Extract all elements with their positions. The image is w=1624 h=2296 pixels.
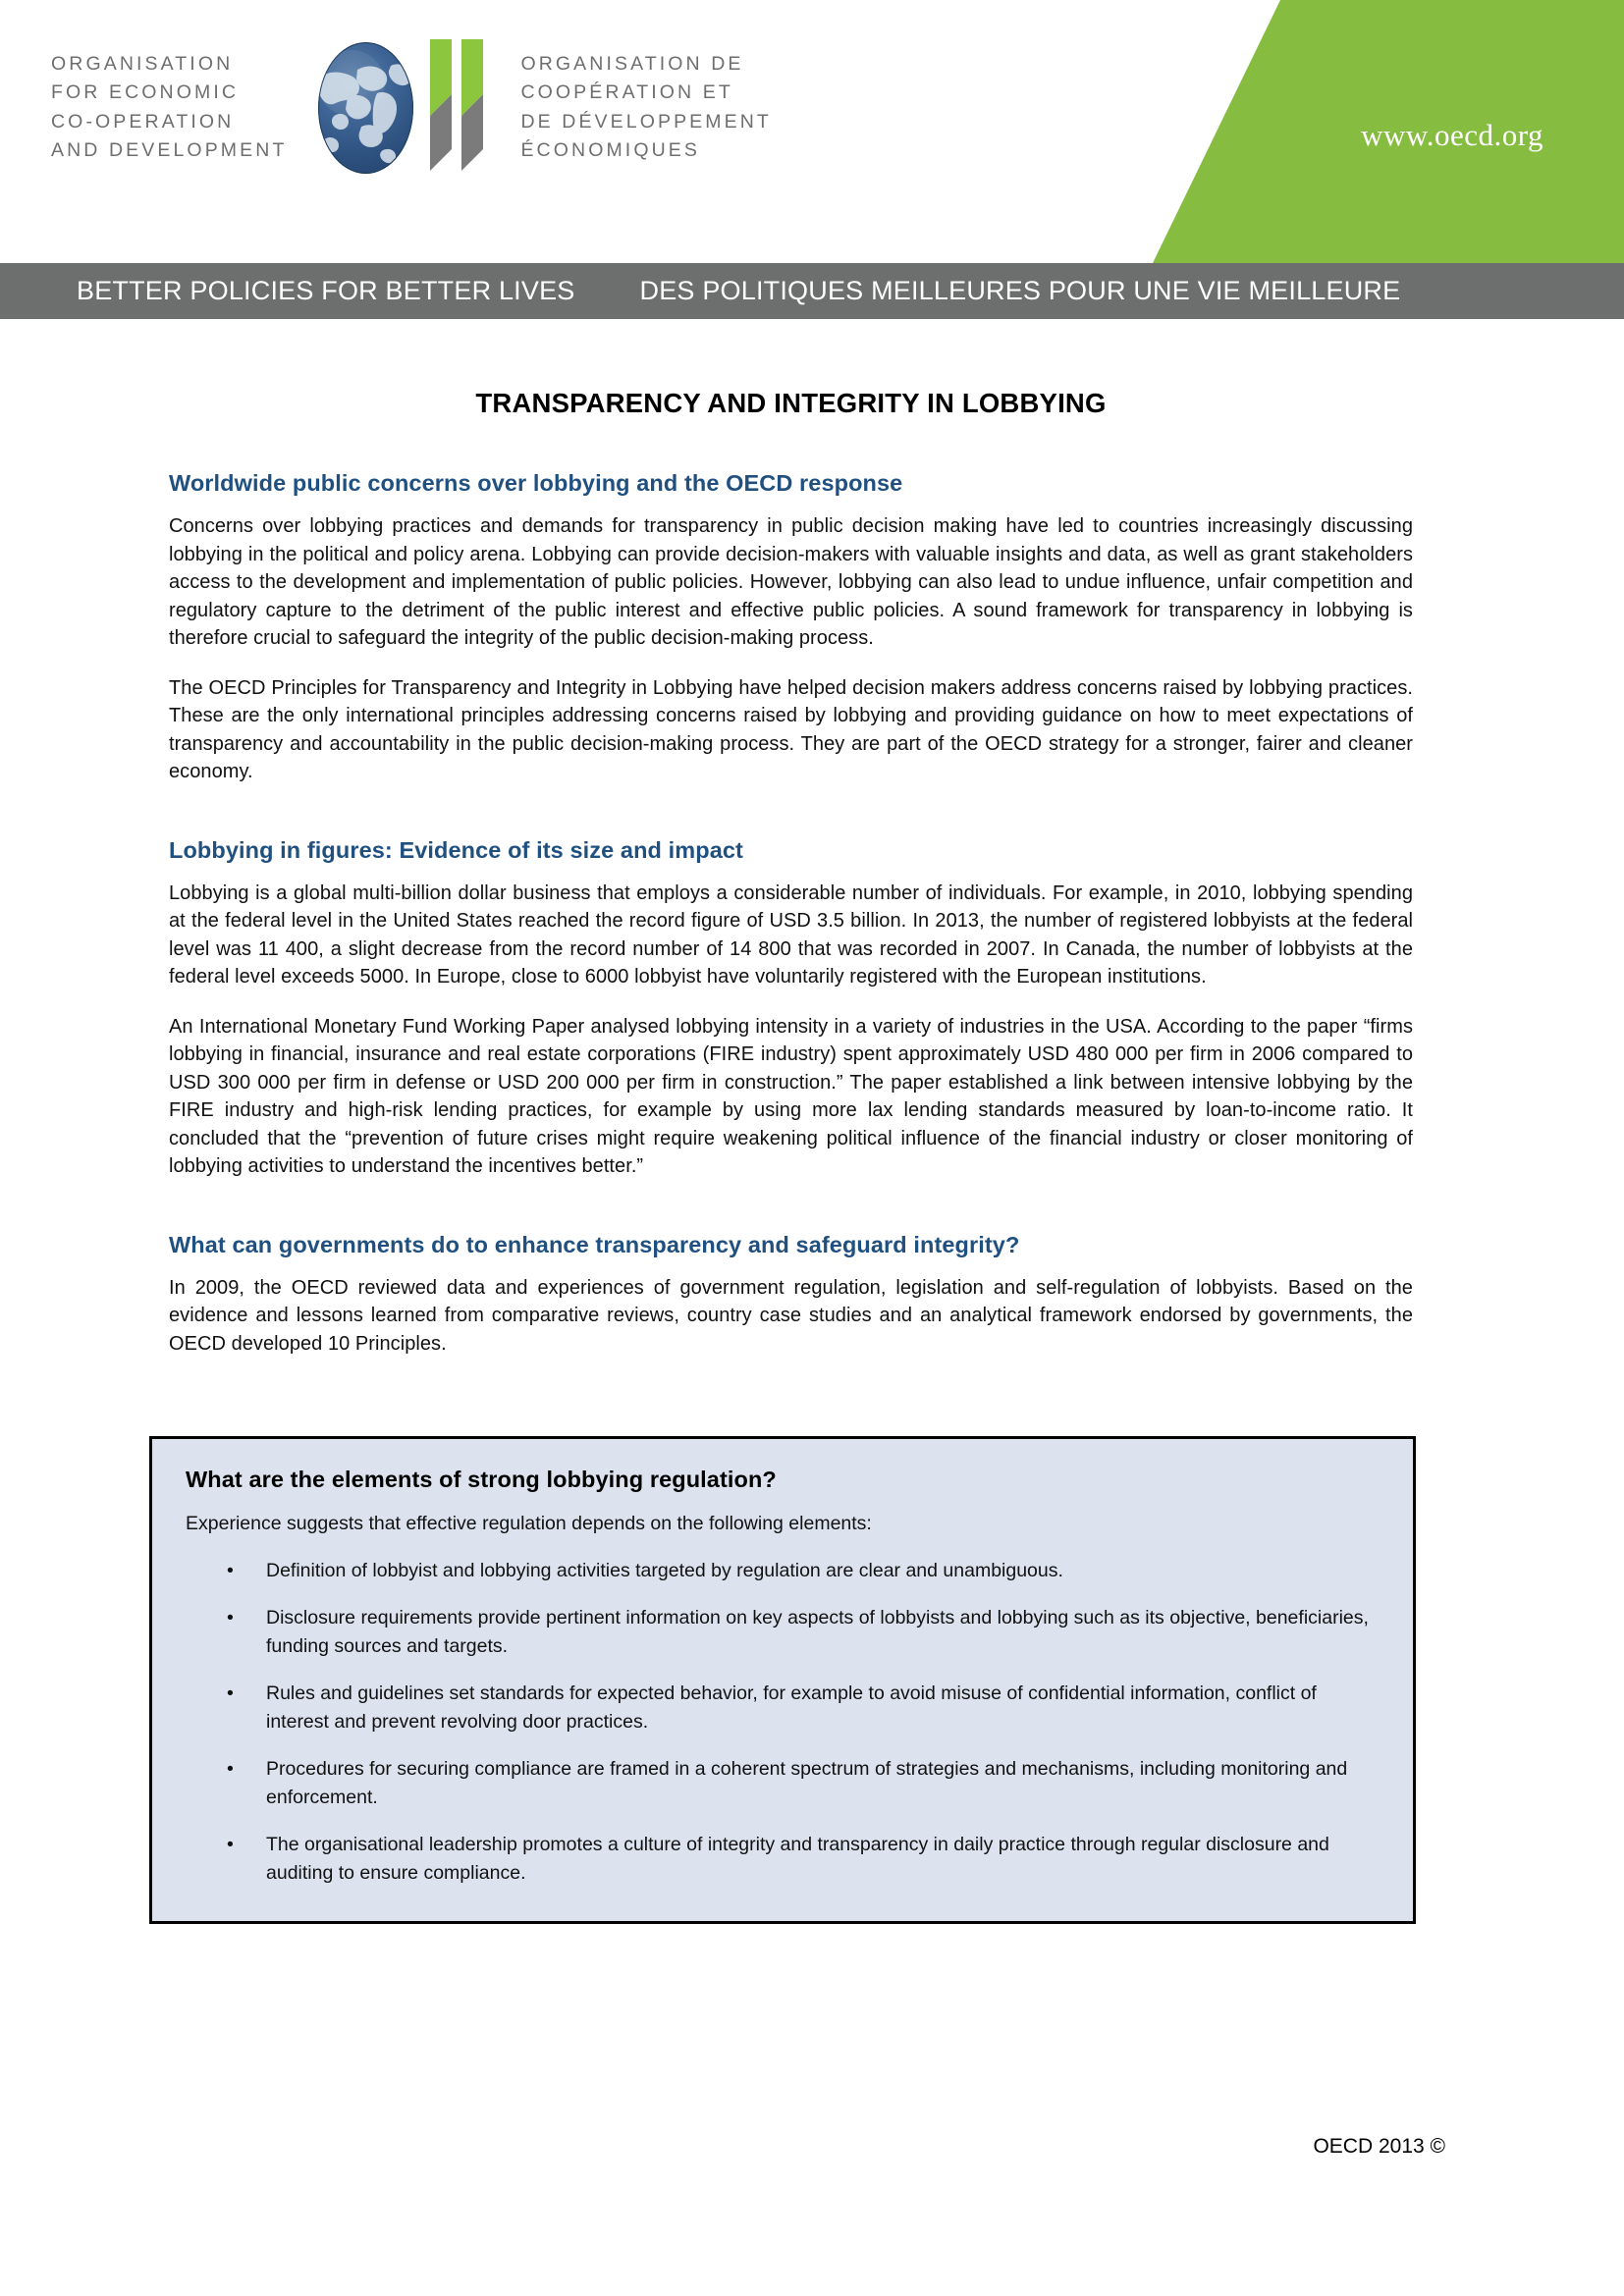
list-item — [205, 1557, 1380, 1585]
list-item-text: Procedures for securing compliance are framed in a coherent spectrum of strategies and mechanisms, including monitoring and enforcement. — [266, 1758, 1348, 1808]
copyright-notice: OECD 2013 © — [1313, 2135, 1445, 2158]
list-item — [205, 1604, 1380, 1661]
section-worldwide-concerns — [169, 470, 1413, 786]
org-name-english-line-3: CO-OPERATION — [51, 110, 235, 133]
double-chevron-icon — [424, 39, 495, 176]
org-name-english — [51, 50, 287, 166]
org-name-french — [520, 50, 771, 166]
oecd-website-url[interactable]: www.oecd.org — [1361, 118, 1543, 152]
bullet-icon: • — [227, 1834, 234, 1855]
page-header — [0, 0, 1624, 263]
bullet-icon: • — [227, 1682, 234, 1704]
bullet-icon: • — [227, 1560, 234, 1581]
list-item-text: Rules and guidelines set standards for expected behavior, for example to avoid misuse of confidential information, conflict of interest and prevent revolving door practices. — [266, 1682, 1317, 1733]
paragraph: The OECD Principles for Transparency and Integrity in Lobbying have helped decision makers address concerns raised by lobbying practices. These are the only international principles addressing concerns raised by lobbying and providing guidance on how to meet expectations of transparency and accountability in the public decision-making process. They are part of the OECD strategy for a stronger, fairer and cleaner economy. — [169, 676, 1413, 782]
tagline-bar — [0, 263, 1624, 319]
globe-icon — [318, 42, 413, 174]
org-name-english-line-1: ORGANISATION — [51, 52, 234, 75]
section-heading: Worldwide public concerns over lobbying and the OECD response — [169, 470, 903, 496]
paragraph: An International Monetary Fund Working Paper analysed lobbying intensity in a variety of industries in the USA. According to the paper “firms lobbying in financial, insurance and real estate corporations (FIRE industry) spent approximately USD 480 000 per firm in 2006 compared to USD 300 000 per firm in defense or USD 200 000 per firm in construction.” The paper established a link between intensive lobbying by the FIRE industry and high-risk lending practices, for example by using more lax lending standards measured by loan-to-income ratio. It concluded that the “prevention of future crises might require weakening political influence of the financial industry or closer monitoring of lobbying activities to understand the incentives better.” — [169, 1015, 1413, 1177]
callout-bullet-list — [186, 1557, 1380, 1888]
page-title: TRANSPARENCY AND INTEGRITY IN LOBBYING — [475, 388, 1107, 418]
document-body — [0, 388, 1624, 1924]
section-what-governments-can-do — [169, 1232, 1413, 1359]
org-name-french-line-2: COOPÉRATION ET — [520, 81, 733, 103]
section-heading: Lobbying in figures: Evidence of its size and impact — [169, 836, 743, 863]
list-item — [205, 1831, 1380, 1888]
org-name-french-line-3: DE DÉVELOPPEMENT — [520, 110, 772, 133]
callout-intro: Experience suggests that effective regulation depends on the following elements: — [186, 1513, 872, 1534]
section-lobbying-in-figures — [169, 837, 1413, 1181]
oecd-logo-mark — [318, 39, 495, 176]
org-name-french-line-4: ÉCONOMIQUES — [520, 139, 700, 161]
list-item — [205, 1755, 1380, 1812]
paragraph: In 2009, the OECD reviewed data and experiences of government regulation, legislation and self-regulation of lobbyists. Based on the evidence and lessons learned from comparative reviews, country case studies and an analytical framework endorsed by governments, the OECD developed 10 Principles. — [169, 1276, 1413, 1355]
page-footer — [0, 2135, 1624, 2159]
callout-box-strong-lobbying-regulation — [149, 1436, 1416, 1924]
bullet-icon: • — [227, 1607, 234, 1629]
oecd-logo-lockup — [51, 39, 772, 176]
list-item-text: The organisational leadership promotes a culture of integrity and transparency in daily practice through regular disclosure and auditing to ensure compliance. — [266, 1834, 1329, 1884]
tagline-french: DES POLITIQUES MEILLEURES POUR UNE VIE MEILLEURE — [639, 276, 1401, 305]
list-item-text: Definition of lobbyist and lobbying activities targeted by regulation are clear and unambiguous. — [266, 1560, 1063, 1581]
org-name-english-line-4: AND DEVELOPMENT — [51, 139, 288, 161]
tagline-english: BETTER POLICIES FOR BETTER LIVES — [77, 276, 575, 305]
section-heading: What can governments do to enhance transparency and safeguard integrity? — [169, 1231, 1020, 1257]
paragraph: Lobbying is a global multi-billion dollar business that employs a considerable number of individuals. For example, in 2010, lobbying spending at the federal level in the United States reached the record figure of USD 3.5 billion. In 2013, the number of registered lobbyists at the federal level was 11 400, a slight decrease from the record number of 14 800 that was recorded in 2007. In Canada, the number of lobbyists at the federal level exceeds 5000. In Europe, close to 6000 lobbyist have voluntarily registered with the European institutions. — [169, 881, 1413, 988]
paragraph: Concerns over lobbying practices and demands for transparency in public decision making have led to countries increasingly discussing lobbying in the political and policy arena. Lobbying can provide decision-makers with valuable insights and data, as well as grant stakeholders access to the development and implementation of public policies. However, lobbying can also lead to undue influence, unfair competition and regulatory capture to the detriment of the public interest and effective public policies. A sound framework for transparency in lobbying is therefore crucial to safeguard the integrity of the public decision-making process. — [169, 515, 1413, 649]
org-name-french-line-1: ORGANISATION DE — [520, 52, 744, 75]
bullet-icon: • — [227, 1758, 234, 1780]
org-name-english-line-2: FOR ECONOMIC — [51, 81, 240, 103]
list-item — [205, 1680, 1380, 1736]
list-item-text: Disclosure requirements provide pertinent information on key aspects of lobbyists and lobbying such as its objective, beneficiaries, funding sources and targets. — [266, 1607, 1369, 1657]
callout-title: What are the elements of strong lobbying regulation? — [186, 1467, 777, 1492]
